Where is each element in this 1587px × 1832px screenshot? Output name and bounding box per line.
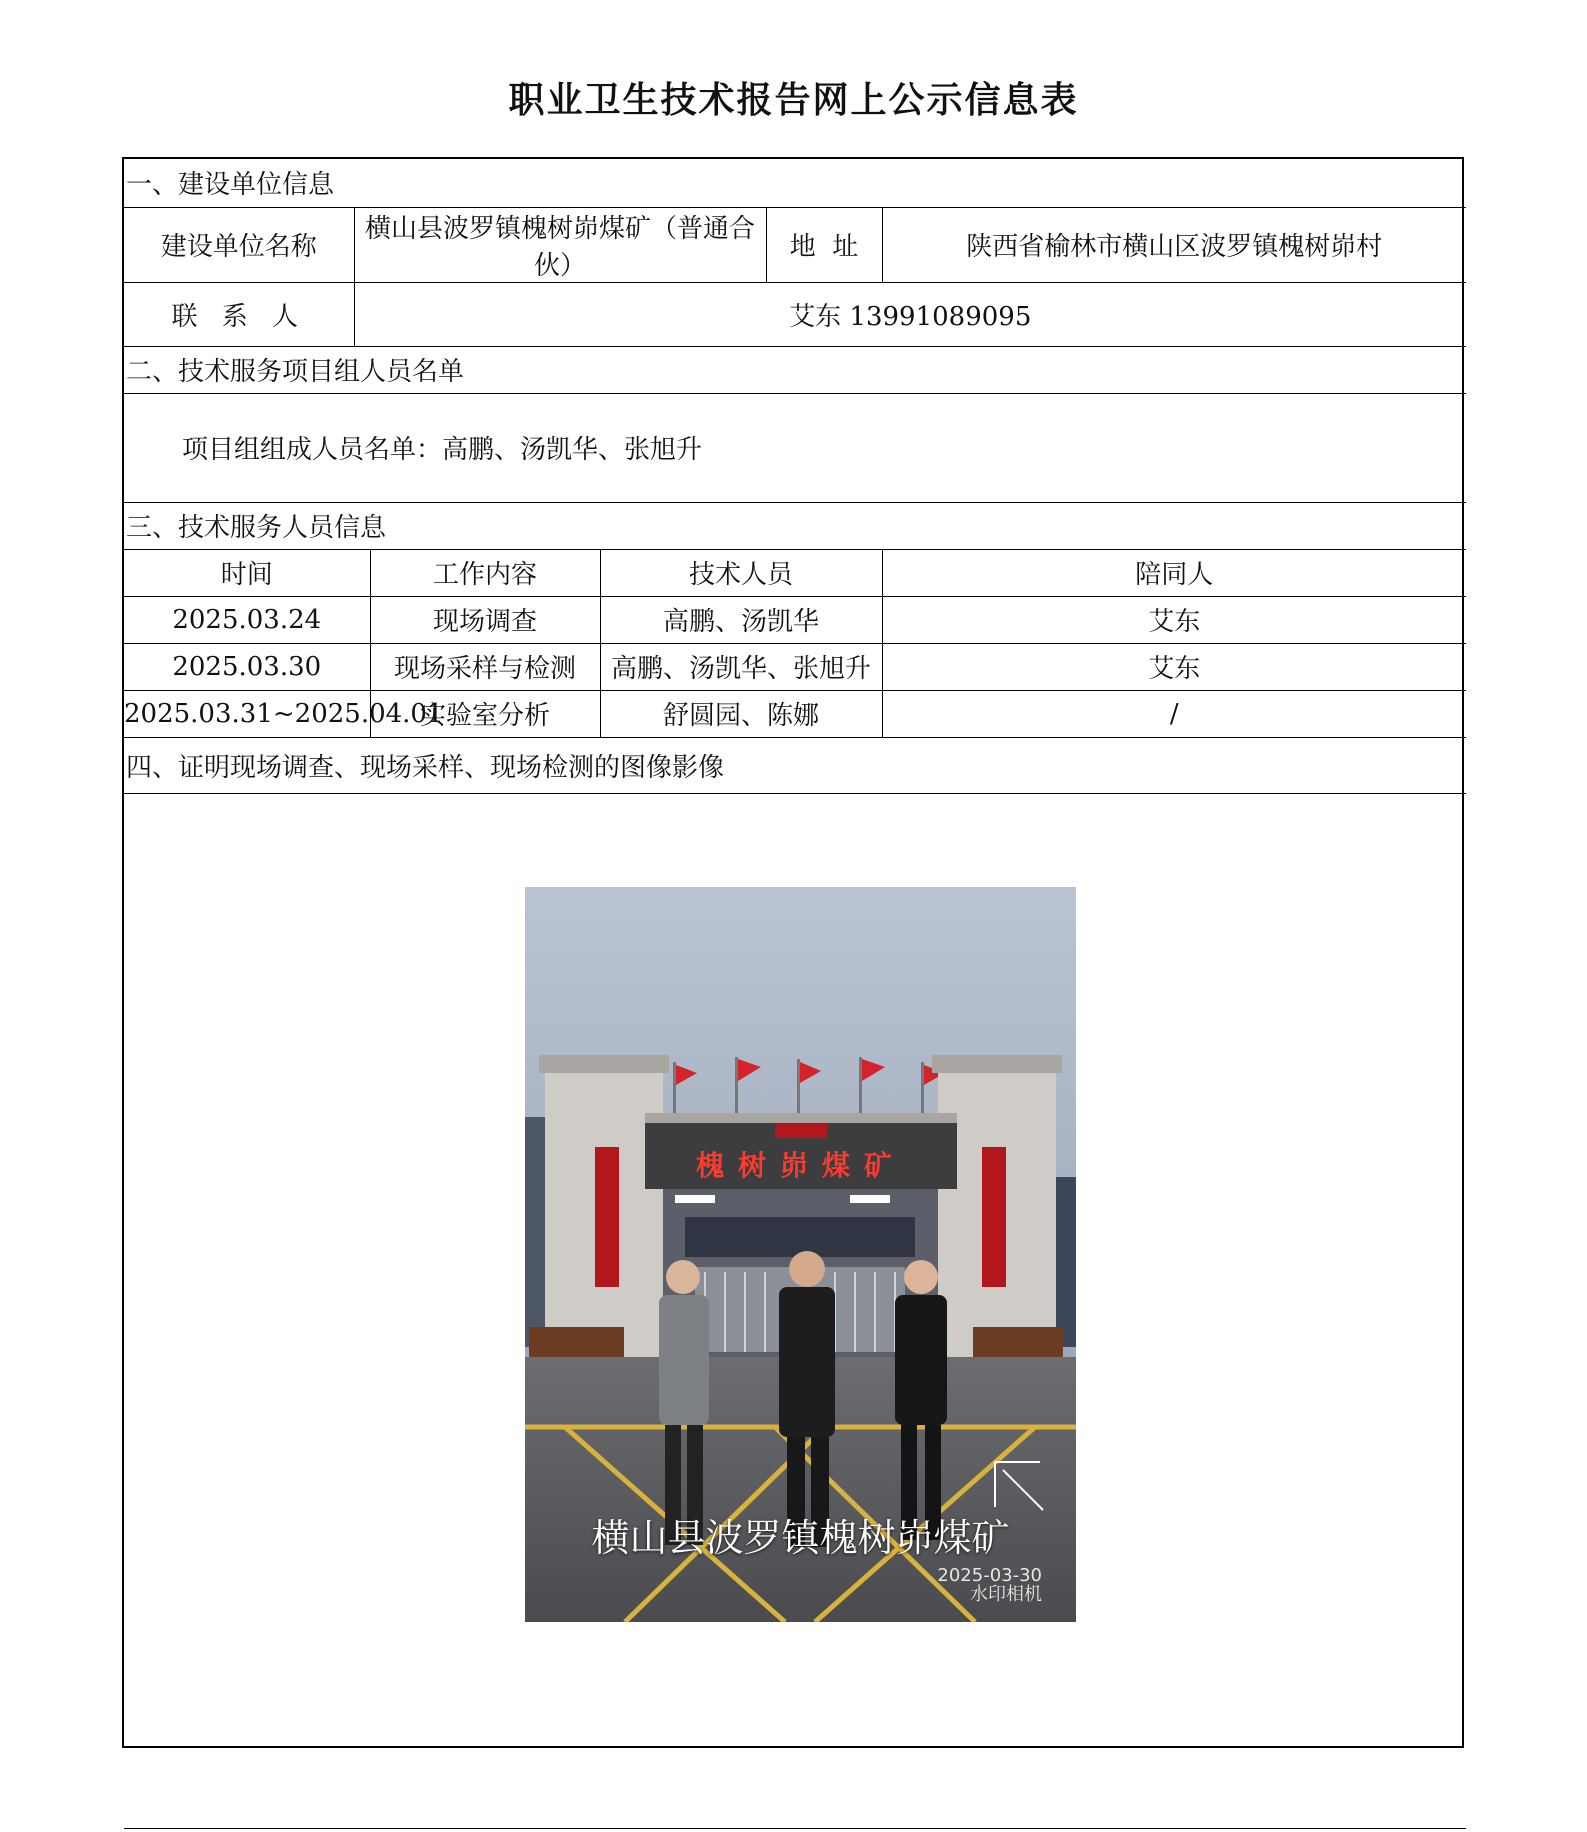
contact-label: 联 系 人 — [124, 282, 354, 346]
row-work: 实验室分析 — [370, 690, 600, 737]
row-escort: 艾东 — [882, 596, 1466, 643]
row-time: 2025.03.31~2025.04.01 — [124, 690, 370, 737]
photo-watermark-text: 横山县波罗镇槐树峁煤矿 — [591, 1516, 1010, 1560]
row-escort: / — [882, 690, 1466, 737]
photo-watermark-date — [937, 1566, 1042, 1604]
team-members: 项目组组成人员名单：高鹏、汤凯华、张旭升 — [124, 393, 1466, 502]
page-title: 职业卫生技术报告网上公示信息表 — [508, 79, 1079, 121]
column-header-escort: 陪同人 — [882, 549, 1466, 596]
site-photo — [525, 887, 1076, 1622]
section3-heading: 三、技术服务人员信息 — [124, 502, 1466, 549]
gate-sign-text: 槐树峁煤矿 — [695, 1149, 907, 1182]
column-header-staff: 技术人员 — [600, 549, 882, 596]
unit-name-value: 横山县波罗镇槐树峁煤矿（普通合伙） — [354, 207, 766, 282]
section1-heading: 一、建设单位信息 — [124, 159, 1466, 207]
row-work: 现场采样与检测 — [370, 643, 600, 690]
address-label: 地 址 — [766, 207, 882, 282]
row-work: 现场调查 — [370, 596, 600, 643]
column-header-work: 工作内容 — [370, 549, 600, 596]
row-staff: 舒圆园、陈娜 — [600, 690, 882, 737]
unit-name-label: 建设单位名称 — [124, 207, 354, 282]
row-time: 2025.03.30 — [124, 643, 370, 690]
row-staff: 高鹏、汤凯华、张旭升 — [600, 643, 882, 690]
photo-watermark-date-value: 2025-03-30 — [937, 1565, 1042, 1586]
photo-watermark-app: 水印相机 — [970, 1584, 1042, 1605]
column-header-time: 时间 — [124, 549, 370, 596]
row-escort: 艾东 — [882, 643, 1466, 690]
contact-value: 艾东 13991089095 — [354, 282, 1466, 346]
table-row — [124, 596, 1466, 643]
table-row — [124, 690, 1466, 737]
section4-heading: 四、证明现场调查、现场采样、现场检测的图像影像 — [124, 737, 1466, 793]
row-time: 2025.03.24 — [124, 596, 370, 643]
row-staff: 高鹏、汤凯华 — [600, 596, 882, 643]
address-value: 陕西省榆林市横山区波罗镇槐树峁村 — [882, 207, 1466, 282]
section2-heading: 二、技术服务项目组人员名单 — [124, 346, 1466, 393]
table-row — [124, 643, 1466, 690]
